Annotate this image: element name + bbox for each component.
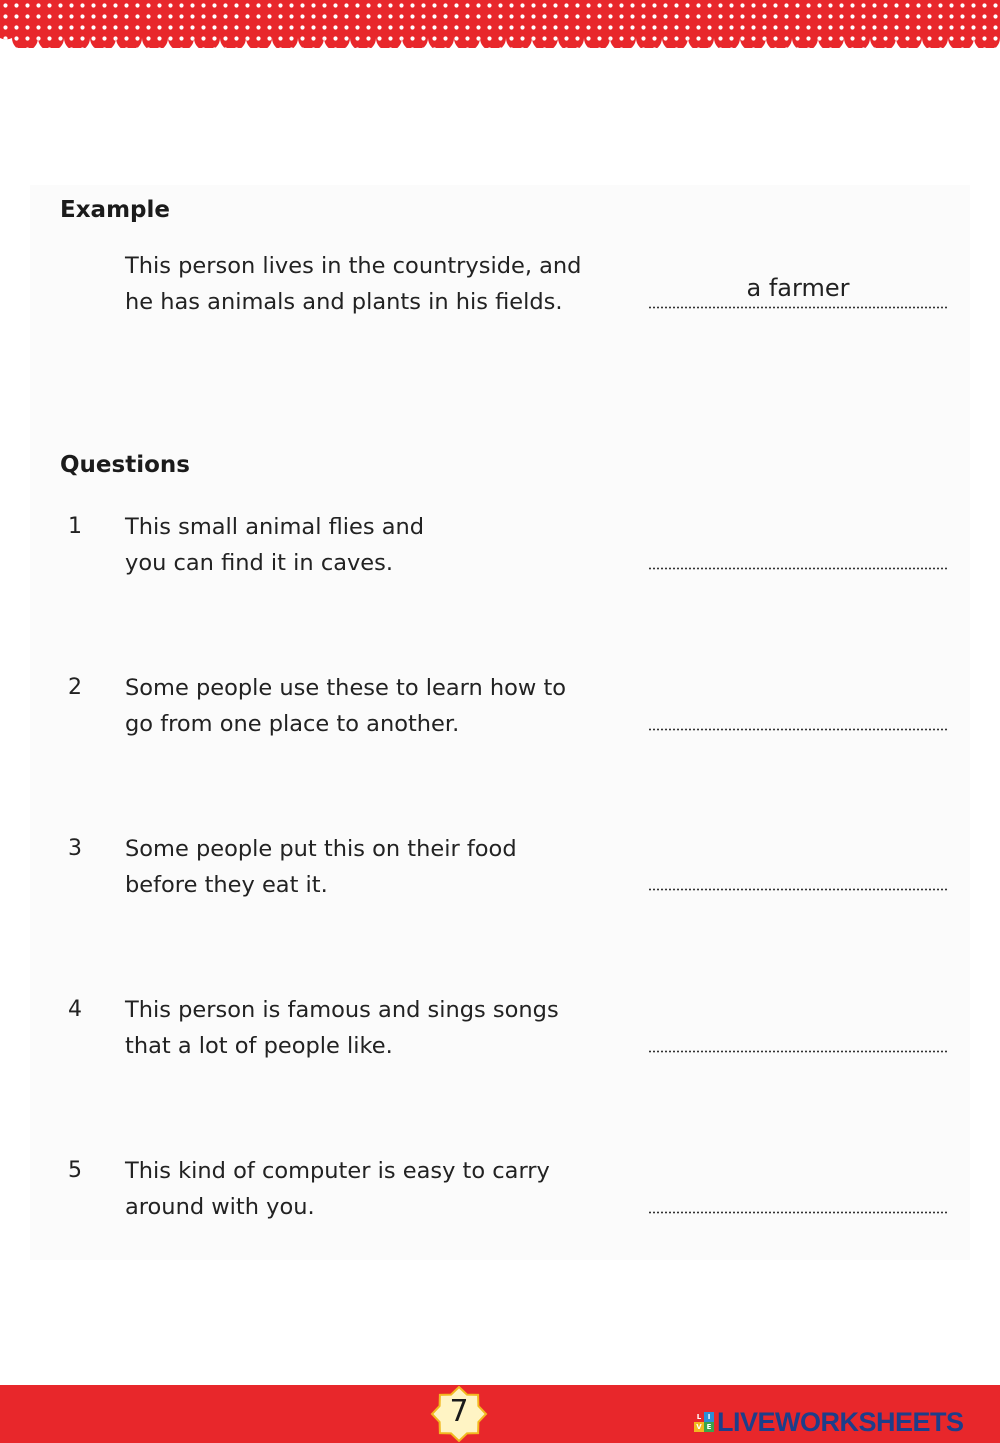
question-number: 5: [68, 1158, 82, 1183]
liveworksheets-logo-icon: L I V E: [694, 1412, 714, 1432]
question-number: 2: [68, 675, 82, 700]
question-line-2: that a lot of people like.: [125, 1033, 393, 1059]
answer-input-5[interactable]: [648, 1179, 948, 1213]
logo-text: LIVEWORKSHEETS: [717, 1406, 964, 1437]
question-line-2: around with you.: [125, 1194, 315, 1220]
liveworksheets-logo[interactable]: [694, 1402, 964, 1442]
question-number: 1: [68, 514, 82, 539]
question-line-1: Some people put this on their food: [125, 836, 517, 862]
example-answer-line: [648, 306, 948, 309]
question-line-1: This person is famous and sings songs: [125, 997, 559, 1023]
answer-input-2[interactable]: [648, 696, 948, 730]
answer-line-1: [648, 567, 948, 570]
question-number: 4: [68, 997, 82, 1022]
answer-input-4[interactable]: [648, 1018, 948, 1052]
answer-input-1[interactable]: [648, 535, 948, 569]
page-number: 7: [449, 1394, 469, 1429]
answer-input-3[interactable]: [648, 857, 948, 891]
answer-line-3: [648, 888, 948, 891]
question-number: 3: [68, 836, 82, 861]
question-line-1: This kind of computer is easy to carry: [125, 1158, 550, 1184]
top-scalloped-border: [0, 0, 1000, 48]
example-line-2: he has animals and plants in his fields.: [125, 289, 563, 315]
example-answer: a farmer: [746, 274, 850, 302]
example-heading: Example: [60, 197, 170, 223]
answer-line-4: [648, 1050, 948, 1053]
answer-line-5: [648, 1211, 948, 1214]
question-line-1: Some people use these to learn how to: [125, 675, 567, 701]
question-line-2: before they eat it.: [125, 872, 328, 898]
questions-heading: Questions: [60, 452, 190, 478]
example-line-1: This person lives in the countryside, and: [125, 253, 582, 279]
question-line-2: you can find it in caves.: [125, 550, 394, 576]
answer-line-2: [648, 728, 948, 731]
question-line-1: This small animal flies and: [125, 514, 425, 540]
question-line-2: go from one place to another.: [125, 711, 460, 737]
